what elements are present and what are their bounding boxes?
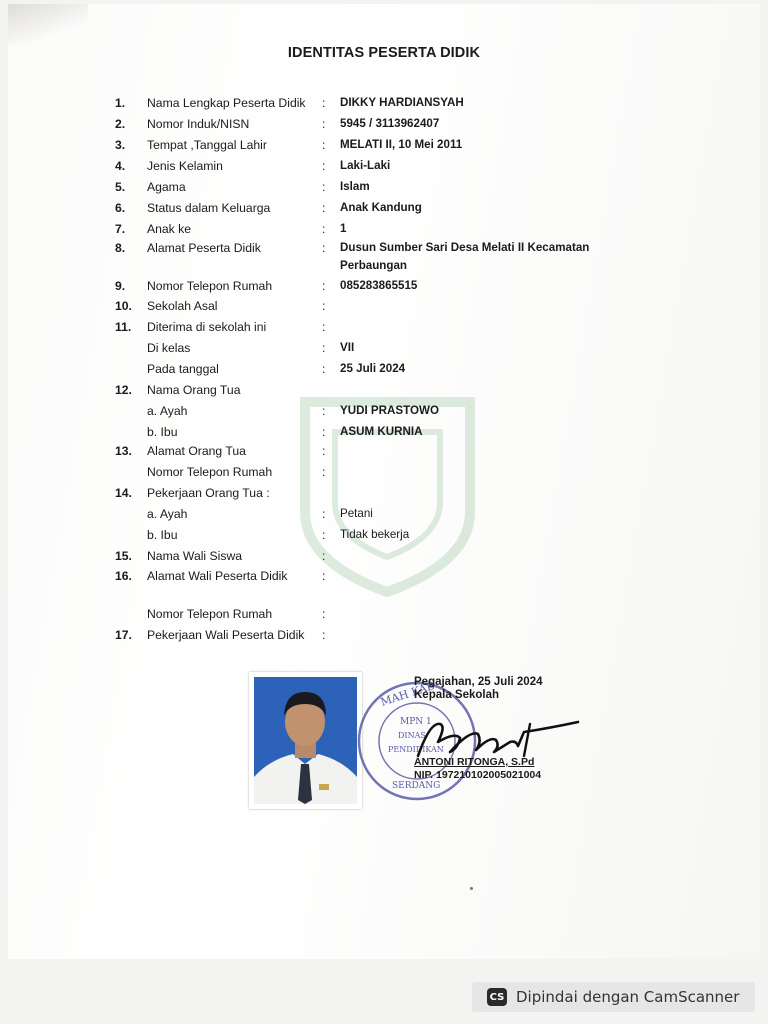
row-label: Pada tanggal	[147, 362, 219, 376]
row-colon: :	[322, 425, 326, 439]
row-number: 12.	[115, 383, 132, 397]
signature-role: Kepala Sekolah	[414, 689, 500, 701]
principal-nip: NIP. 197210102005021004	[414, 769, 542, 781]
row-value: 5945 / 3113962407	[340, 117, 440, 130]
row-number: 3.	[115, 138, 126, 152]
row-colon: :	[322, 465, 326, 479]
scan-speck	[470, 887, 473, 890]
row-colon: :	[322, 404, 326, 418]
row-number: 7.	[115, 222, 126, 236]
row-number: 17.	[115, 628, 132, 642]
stamp-bottom-text: SERDANG	[392, 781, 441, 791]
camscanner-text: Dipindai dengan CamScanner	[516, 988, 740, 1006]
row-number: 2.	[115, 117, 126, 131]
stamp-line-3: PENDIDIKAN	[388, 745, 444, 754]
row-number: 16.	[115, 569, 132, 583]
principal-name: ANTONI RITONGA, S.Pd	[414, 756, 535, 768]
row-value: Anak Kandung	[340, 201, 422, 214]
row-colon: :	[322, 241, 326, 255]
row-value: MELATI II, 10 Mei 2011	[340, 138, 463, 151]
row-colon: :	[322, 117, 326, 131]
row-label: Pekerjaan Orang Tua :	[147, 486, 270, 500]
row-label: Nomor Telepon Rumah	[147, 607, 273, 621]
page-title: IDENTITAS PESERTA DIDIK	[287, 45, 481, 61]
row-value: 1	[340, 222, 347, 235]
row-label: a. Ayah	[147, 507, 188, 521]
row-number: 10.	[115, 299, 132, 313]
row-colon: :	[322, 201, 326, 215]
signature-header	[414, 676, 543, 702]
row-number: 5.	[115, 180, 126, 194]
row-label: Nomor Induk/NISN	[147, 117, 250, 131]
camscanner-watermark	[472, 982, 755, 1012]
row-colon: :	[322, 569, 326, 583]
row-label: Diterima di sekolah ini	[147, 320, 267, 334]
row-label: Alamat Orang Tua	[147, 444, 246, 458]
row-value: 25 Juli 2024	[340, 362, 406, 375]
row-number: 9.	[115, 279, 126, 293]
row-value-continued: Perbaungan	[340, 259, 407, 272]
handwritten-signature	[400, 712, 585, 762]
row-colon: :	[322, 96, 326, 110]
row-colon: :	[322, 444, 326, 458]
row-colon: :	[322, 159, 326, 173]
row-colon: :	[322, 628, 326, 642]
row-label: Sekolah Asal	[147, 299, 218, 313]
row-number: 13.	[115, 444, 132, 458]
row-colon: :	[322, 279, 326, 293]
row-colon: :	[322, 528, 326, 542]
row-label: b. Ibu	[147, 425, 178, 439]
row-number: 6.	[115, 201, 126, 215]
row-number: 4.	[115, 159, 126, 173]
student-portrait-image	[249, 672, 362, 809]
row-colon: :	[322, 607, 326, 621]
row-value: DIKKY HARDIANSYAH	[340, 96, 464, 109]
row-colon: :	[322, 180, 326, 194]
row-label: Status dalam Keluarga	[147, 201, 271, 215]
row-colon: :	[322, 138, 326, 152]
row-number: 15.	[115, 549, 132, 563]
stamp-line-1: MPN 1	[400, 717, 432, 727]
camscanner-logo-icon: CS	[487, 988, 507, 1006]
row-label: Nama Lengkap Peserta Didik	[147, 96, 306, 110]
row-colon: :	[322, 362, 326, 376]
row-label: Jenis Kelamin	[147, 159, 223, 173]
row-label: Nomor Telepon Rumah	[147, 279, 273, 293]
row-number: 1.	[115, 96, 126, 110]
row-value: 085283865515	[340, 279, 418, 292]
row-number: 11.	[115, 320, 132, 334]
row-value: Dusun Sumber Sari Desa Melati II Kecamatan	[340, 241, 590, 254]
row-label: Nomor Telepon Rumah	[147, 465, 273, 479]
signature-place-date: Pegajahan, 25 Juli 2024	[414, 676, 543, 688]
row-colon: :	[322, 549, 326, 563]
row-label: Pekerjaan Wali Peserta Didik	[147, 628, 305, 642]
student-photo	[249, 672, 362, 809]
school-emblem-watermark	[295, 392, 480, 597]
row-value: Tidak bekerja	[340, 528, 410, 541]
row-value: Islam	[340, 180, 370, 193]
row-number: 8.	[115, 241, 126, 255]
row-colon: :	[322, 507, 326, 521]
row-colon: :	[322, 299, 326, 313]
row-label: Anak ke	[147, 222, 192, 236]
stamp-top-text: MAH KAB	[378, 679, 437, 709]
row-value: YUDI PRASTOWO	[340, 404, 439, 417]
row-number: 14.	[115, 486, 132, 500]
stamp-line-2: DINAS	[398, 731, 426, 740]
row-label: Alamat Peserta Didik	[147, 241, 261, 255]
row-label: a. Ayah	[147, 404, 188, 418]
row-value: ASUM KURNIA	[340, 425, 423, 438]
row-colon: :	[322, 341, 326, 355]
row-value: VII	[340, 341, 355, 354]
row-label: Di kelas	[147, 341, 191, 355]
row-label: Tempat ,Tanggal Lahir	[147, 138, 267, 152]
page-fold-shadow	[8, 4, 88, 44]
row-label: Nama Orang Tua	[147, 383, 241, 397]
row-label: Nama Wali Siswa	[147, 549, 243, 563]
row-value: Laki-Laki	[340, 159, 391, 172]
row-label: Agama	[147, 180, 186, 194]
row-value: Petani	[340, 507, 373, 520]
row-label: Alamat Wali Peserta Didik	[147, 569, 288, 583]
row-colon: :	[322, 320, 326, 334]
row-colon: :	[322, 222, 326, 236]
row-label: b. Ibu	[147, 528, 178, 542]
